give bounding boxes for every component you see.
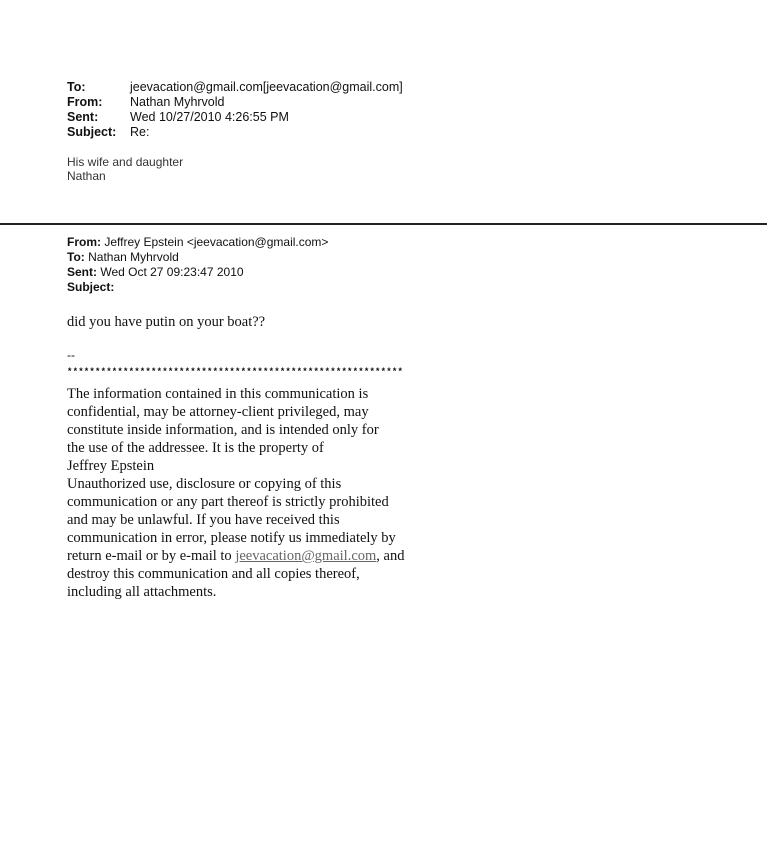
quoted-header	[67, 235, 328, 295]
reply-signature: Nathan	[67, 169, 106, 183]
disclaimer-line: the use of the addressee. It is the property of	[67, 440, 324, 456]
email-link[interactable]: jeevacation@gmail.com	[235, 548, 377, 564]
subject-value: Re:	[130, 125, 150, 139]
disclaimer-line: communication in error, please notify us immediately by	[67, 530, 396, 546]
quoted-to-label: To:	[67, 250, 85, 264]
to-label: To:	[67, 80, 86, 94]
confidentiality-disclaimer	[67, 385, 447, 601]
reply-line: His wife and daughter	[67, 155, 184, 169]
sent-label: Sent:	[67, 110, 99, 124]
reply-body	[67, 155, 183, 183]
disclaimer-line: and may be unlawful. If you have received this	[67, 512, 340, 528]
to-value: jeevacation@gmail.com[jeevacation@gmail.com]	[130, 80, 403, 94]
quoted-message: did you have putin on your boat??	[67, 314, 266, 330]
disclaimer-line: constitute inside information, and is intended only for	[67, 422, 379, 438]
disclaimer-line: destroy this communication and all copies thereof,	[67, 566, 360, 582]
disclaimer-line: The information contained in this communication is	[67, 386, 369, 402]
quoted-sent-value: Wed Oct 27 09:23:47 2010	[97, 265, 244, 279]
disclaimer-line: Unauthorized use, disclosure or copying of this	[67, 476, 342, 492]
sent-value: Wed 10/27/2010 4:26:55 PM	[130, 110, 289, 124]
sent-row	[67, 110, 403, 125]
quoted-to-row	[67, 250, 328, 265]
quoted-subject-row	[67, 280, 328, 295]
subject-label: Subject:	[67, 125, 117, 139]
quoted-to-value: Nathan Myhrvold	[84, 250, 179, 264]
quoted-from-value: Jeffrey Epstein <jeevacation@gmail.com>	[101, 235, 329, 249]
from-row	[67, 95, 403, 110]
disclaimer-line: communication or any part thereof is strictly prohibited	[67, 494, 389, 510]
signature-stars: ************************************************************	[67, 367, 404, 377]
quoted-sent-label: Sent:	[67, 265, 97, 279]
disclaimer-line: Jeffrey Epstein	[67, 458, 155, 474]
notify-suffix: , and	[376, 548, 405, 564]
message-divider	[0, 223, 767, 225]
signature-separator: --	[67, 348, 75, 362]
quoted-from-label: From:	[67, 235, 101, 249]
quoted-subject-label: Subject:	[67, 280, 115, 294]
subject-row	[67, 125, 403, 140]
from-value: Nathan Myhrvold	[130, 95, 225, 109]
to-row	[67, 80, 403, 95]
from-label: From:	[67, 95, 103, 109]
quoted-from-row	[67, 235, 328, 250]
disclaimer-notify-line	[67, 547, 447, 565]
notify-prefix: return e-mail or by e-mail to	[67, 548, 236, 564]
quoted-sent-row	[67, 265, 328, 280]
disclaimer-line: including all attachments.	[67, 584, 217, 600]
email-header	[67, 80, 403, 140]
disclaimer-line: confidential, may be attorney-client privileged, may	[67, 404, 369, 420]
